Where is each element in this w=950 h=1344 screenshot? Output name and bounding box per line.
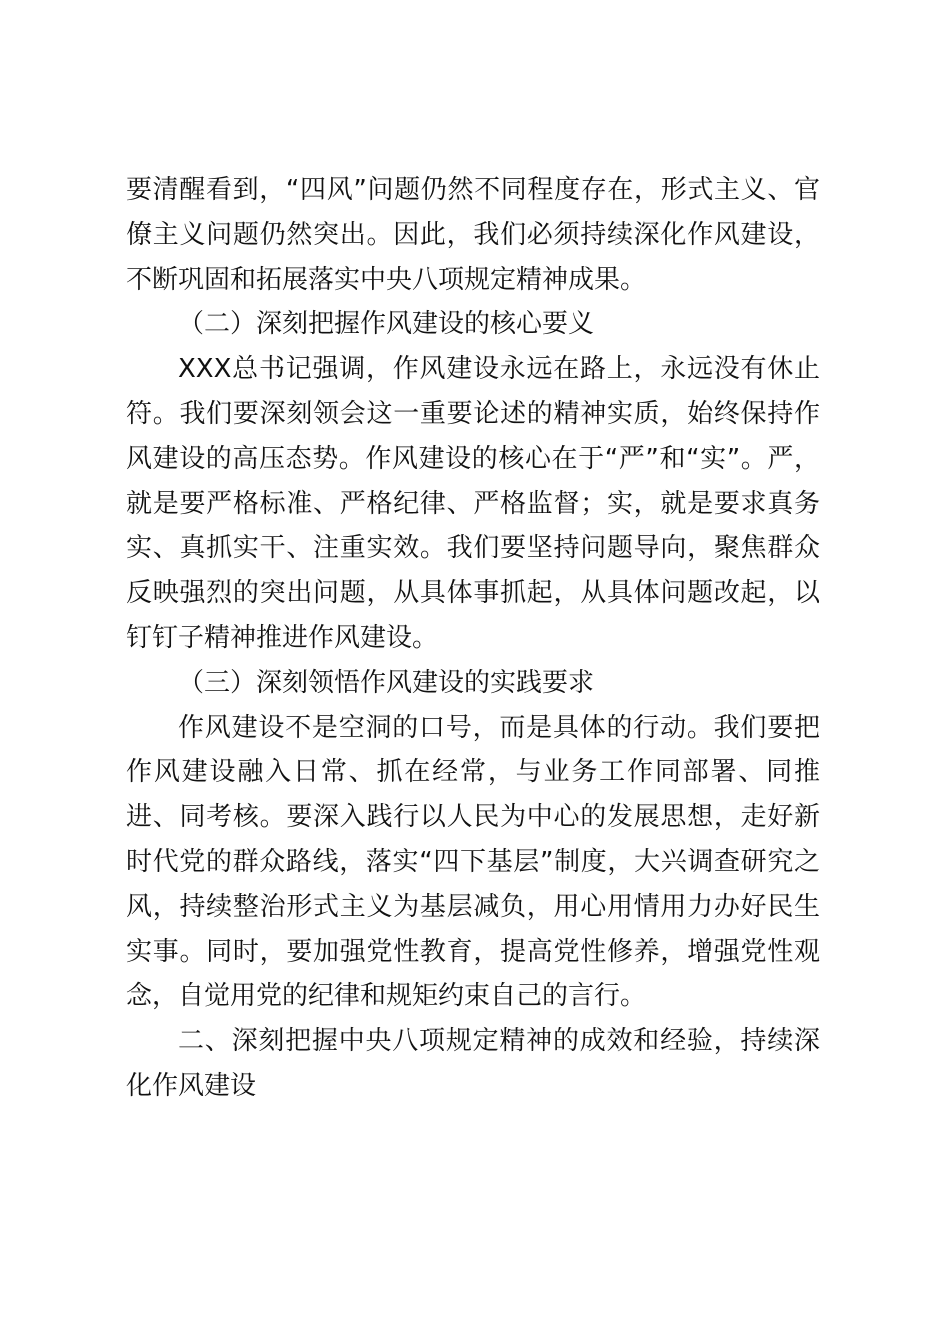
section-heading-3: （三）深刻领悟作风建设的实践要求 [178,667,595,698]
paragraph-practice-requirements: 作风建设不是空洞的口号，而是具体的行动。我们要把作风建设融入日常、抓在经常，与业务工作同部署、同推进、同考核。要深入践行以人民为中心的发展思想，走好新时代党的群众路线，落实“四下基层”制度，大兴调查研究之风，持续整治形式主义为基层减负，用心用情用力办好民生实事。同时，要加强党性教育，提高党性修养，增强党性观念，自觉用党的纪律和规矩约束自己的言行。 [126,712,820,1012]
section-heading-2: （二）深刻把握作风建设的核心要义 [178,309,595,340]
paragraph-continuation: 要清醒看到，“四风”问题仍然不同程度存在，形式主义、官僚主义问题仍然突出。因此，我们必须持续深化作风建设，不断巩固和拓展落实中央八项规定精神成果。 [126,175,820,295]
chapter-heading-2: 二、深刻把握中央八项规定精神的成效和经验，持续深化作风建设 [126,1026,820,1101]
document-body [126,168,820,1109]
paragraph-core-meaning: XXX总书记强调，作风建设永远在路上，永远没有休止符。我们要深刻领会这一重要论述的精神实质，始终保持作风建设的高压态势。作风建设的核心在于“严”和“实”。严，就是要严格标准、严格纪律、严格监督；实，就是要求真务实、真抓实干、注重实效。我们要坚持问题导向，聚焦群众反映强烈的突出问题，从具体事抓起，从具体问题改起，以钉钉子精神推进作风建设。 [126,354,820,653]
